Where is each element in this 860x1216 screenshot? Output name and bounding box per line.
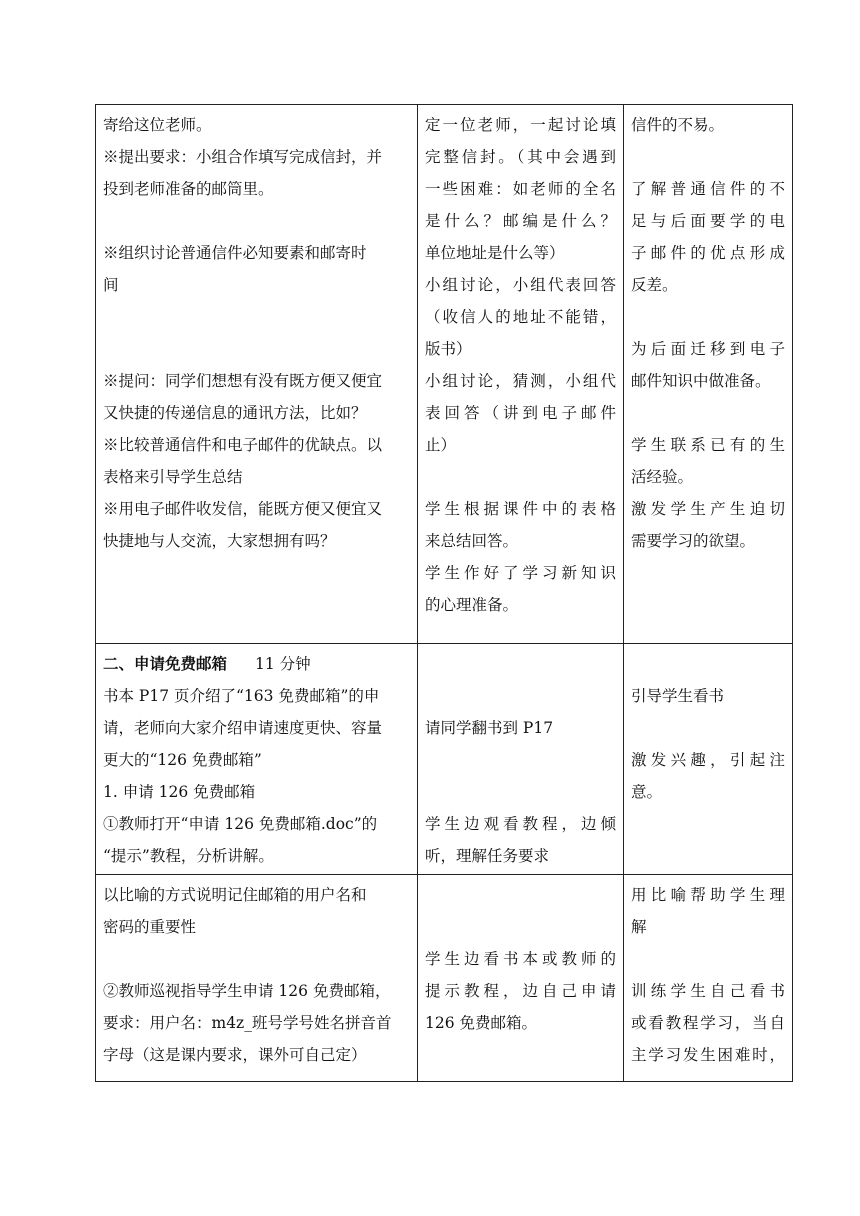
text-line: 单位地址是什么等） xyxy=(425,244,565,262)
text-line: 提示教程，边自己申请 xyxy=(425,982,616,1000)
text-line: ※提出要求：小组合作填写完成信封，并 xyxy=(103,148,383,166)
blank-line xyxy=(631,712,785,744)
text-line: 止） xyxy=(425,436,457,454)
blank-line xyxy=(425,680,616,712)
text-line: 激发兴趣，引起注 xyxy=(631,751,785,769)
text-line: 版书） xyxy=(425,340,472,358)
text-line: 为后面迁移到电子 xyxy=(631,340,785,358)
text-line: 字母（这是课内要求，课外可自己定） xyxy=(103,1046,367,1064)
text-line: 更大的“126 免费邮箱” xyxy=(103,751,262,769)
blank-line xyxy=(103,943,410,975)
text-line: 学生联系已有的生 xyxy=(631,436,785,454)
text-line: 需要学习的欲望。 xyxy=(631,532,756,550)
text-line: ※比较普通信件和电子邮件的优缺点。以 xyxy=(103,436,383,454)
text-line: 密码的重要性 xyxy=(103,918,197,936)
blank-line xyxy=(631,301,785,333)
text-line: 请，老师向大家介绍申请速度更快、容量 xyxy=(103,719,383,737)
section-heading xyxy=(103,648,410,680)
blank-line xyxy=(425,648,616,680)
text-line: 学生根据课件中的表格 xyxy=(425,500,616,518)
text-line: ※组织讨论普通信件必知要素和邮寄时 xyxy=(103,244,367,262)
text-line: 一些困难：如老师的全名 xyxy=(425,180,616,198)
blank-line xyxy=(425,744,616,776)
text-line: 书本 P17 页介绍了“163 免费邮箱”的申 xyxy=(103,687,380,705)
text-line: 训练学生自己看书 xyxy=(631,982,785,1000)
design-intent-cell xyxy=(624,875,793,1082)
text-line: 活经验。 xyxy=(631,468,694,486)
text-line: 1. 申请 126 免费邮箱 xyxy=(103,783,256,801)
text-line: 小组讨论，小组代表回答 xyxy=(425,276,616,294)
text-line: 信件的不易。 xyxy=(631,116,725,134)
text-line: 投到老师准备的邮筒里。 xyxy=(103,180,274,198)
text-line: 请同学翻书到 P17 xyxy=(425,719,554,737)
text-line: ※用电子邮件收发信，能既方便又便宜又 xyxy=(103,500,383,518)
blank-line xyxy=(425,776,616,808)
text-line: 表格来引导学生总结 xyxy=(103,468,243,486)
text-line: 用比喻帮助学生理 xyxy=(631,886,785,904)
student-activity-cell xyxy=(418,644,624,875)
text-line: 反差。 xyxy=(631,276,678,294)
blank-line xyxy=(425,879,616,911)
text-line: （收信人的地址不能错， xyxy=(425,308,616,326)
text-line: “提示”教程，分析讲解。 xyxy=(103,847,274,865)
text-line: 引导学生看书 xyxy=(631,687,725,705)
text-line: 邮件知识中做准备。 xyxy=(631,372,771,390)
lesson-plan-table xyxy=(95,104,793,1082)
text-line: 完整信封。（其中会遇到 xyxy=(425,148,616,166)
text-line: 学生边观看教程，边倾 xyxy=(425,815,616,833)
text-line: 激发学生产生迫切 xyxy=(631,500,785,518)
blank-line xyxy=(103,205,410,237)
blank-line xyxy=(631,648,785,680)
text-line: 寄给这位老师。 xyxy=(103,116,212,134)
text-line: 定一位老师，一起讨论填 xyxy=(425,116,616,134)
text-line: 学生作好了学习新知识 xyxy=(425,564,616,582)
text-line: 来总结回答。 xyxy=(425,532,519,550)
text-line: 间 xyxy=(103,276,119,294)
section-title: 二、申请免费邮箱 xyxy=(103,654,228,673)
blank-line xyxy=(103,333,410,365)
table-row xyxy=(96,105,793,644)
blank-line xyxy=(425,911,616,943)
text-line: 的心理准备。 xyxy=(425,596,519,614)
student-activity-cell xyxy=(418,875,624,1082)
text-line: 足与后面要学的电 xyxy=(631,212,785,230)
text-line: ①教师打开“申请 126 免费邮箱.doc”的 xyxy=(103,815,378,833)
blank-line xyxy=(631,943,785,975)
blank-line xyxy=(103,301,410,333)
section-time: 11 分钟 xyxy=(255,655,311,673)
text-line: 以比喻的方式说明记住邮箱的用户名和 xyxy=(103,886,367,904)
teacher-activity-cell xyxy=(96,105,418,644)
text-line: 子邮件的优点形成 xyxy=(631,244,785,262)
blank-line xyxy=(425,461,616,493)
text-line: ②教师巡视指导学生申请 126 免费邮箱， xyxy=(103,982,391,1000)
text-line: 126 免费邮箱。 xyxy=(425,1014,538,1032)
blank-line xyxy=(631,141,785,173)
blank-line xyxy=(631,397,785,429)
text-line: 或看教程学习，当自 xyxy=(631,1014,785,1032)
text-line: 要求：用户名：m4z_班号学号姓名拼音首 xyxy=(103,1014,392,1032)
text-line: 解 xyxy=(631,918,647,936)
design-intent-cell xyxy=(624,644,793,875)
text-line: 了解普通信件的不 xyxy=(631,180,785,198)
text-line: 快捷地与人交流，大家想拥有吗？ xyxy=(103,532,336,550)
text-line: 学生边看书本或教师的 xyxy=(425,950,616,968)
text-line: 又快捷的传递信息的通讯方法，比如？ xyxy=(103,404,367,422)
teacher-activity-cell xyxy=(96,875,418,1082)
text-line: 意。 xyxy=(631,783,663,801)
text-line: 小组讨论，猜测，小组代 xyxy=(425,372,616,390)
design-intent-cell xyxy=(624,105,793,644)
text-line: 表回答（讲到电子邮件 xyxy=(425,404,616,422)
table-row xyxy=(96,644,793,875)
text-line: ※提问：同学们想想有没有既方便又便宜 xyxy=(103,372,383,390)
student-activity-cell xyxy=(418,105,624,644)
text-line: 主学习发生困难时， xyxy=(631,1046,785,1064)
text-line: 是什么？邮编是什么？ xyxy=(425,212,616,230)
table-row xyxy=(96,875,793,1082)
text-line: 听，理解任务要求 xyxy=(425,847,550,865)
teacher-activity-cell xyxy=(96,644,418,875)
